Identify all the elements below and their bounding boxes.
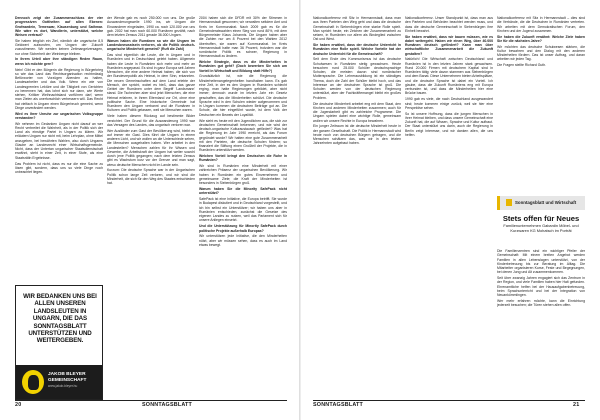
article-paragraph: Wer mehr erfahren möchte, kann die Einrichtung jederzeit besuchen; die Türen stehen allen offen.: [497, 298, 585, 308]
section-header-area: [497, 196, 585, 246]
left-publication-name: SONNTAGSBLATT: [142, 402, 193, 408]
interview-question: Dennoch zeigt der Zusammenschluss der vier progressiven Gottheiten auf allen Ebenen: Grofwardein, Temeswar, Klausenburg und Sathmar. Wie wäre es dort, Wandlerin, unterstützt, welche Weisen vertraut?: [15, 16, 103, 37]
right-page-column-2: [405, 16, 493, 399]
article-paragraph: Grundsätzlich ist, wie die Regierung die Minderheitenangelegenheiten handhaben kann. Es gab eine Zeit, in der es den Ungarn in Rumänien schlecht erging, man hatte Regierungen gebildet, aber nicht immer; dennoch wurde im letzten Jahr ein Gesetz geschaffen, das die Minderheiten schützt. Die deutsche Sprache wird in den Schulen wieder aufgenommen und in Ungarn kommen die deutschen Beiträge gut an. Die Schule, die hier eingeführt wurde, ist dem Volk der Deutschen ein Beweis der Loyalität.: [199, 74, 287, 117]
left-page-number: 20: [15, 402, 22, 408]
interview-question: Sie haben erwähnt, dass wir bauen müssen, wie es dabei weitergeht. Haben wir einen Weg, über 40.000 Rumänen deutsch gefördert? Kann man über wirtschaftliche Zusammenarbeit die Zukunft gestalten?: [405, 34, 493, 56]
interview-question: Wird es Ihrer Unruhe zur ungarischen Volksgruppe verstanden?: [15, 111, 103, 120]
article-paragraph: Die Fragen stellte Richard Guth.: [497, 63, 547, 68]
article-paragraph: Das Problem ist nicht, dass es nur die eine Sache zu lösen gibt, sondern, dass uns so viele Dinge noch unbeachtet liegen.: [15, 161, 103, 175]
article-paragraph: Die Familienzentren sind ein wichtiger Pfeiler der Gemeinschaft: Mit einem breiten Angebot werden Familien in allen Lebenslagen unterstützt, von der Kinderbetreuung bis zur Beratung im Alltag. Die Mitarbeiter organisieren Kurse, Feste und Begegnungen, bei denen Jung und Alt zusammenkommen.: [497, 249, 585, 275]
article-paragraph: Wir sind in Rumänien eine Minderheit mit einer zahlreichen Präsenz der ungarischen Bevölkerung. Wir haben in Rumänien ein gutes Einvernehmen und gemeinsame Ziele; die Kraft der Minderheiten ist besonders in Siebenbürgen groß.: [199, 164, 287, 186]
interview-question: Welchen Vorteil bringt den Deutschen die Ruhe in Rumänien?: [199, 154, 287, 163]
interview-question: Warum haben die Rumänen so wie die Ungarn im Landesbewusstsein verloren, ob die Politik deutsch-ungarische Minderheit gemeint? (Ruft die Zahl): [107, 38, 195, 52]
section-square-icon: [506, 199, 512, 206]
left-page-column-2: [107, 16, 195, 399]
interview-question: Warum haben Sie die Minority SafePack nicht unterstützt?: [199, 187, 287, 196]
promo-text: WIR BEDANKEN UNS BEI ALLEN UNSEREN LANDSLEUTEN IN UNGARN, DIE DAS SONNTAGSBLATT UNTERSTÜTZEN UND WEITERGEBEN.: [23, 293, 97, 345]
interview-question: In ihrem Urteil aber ihre ständigen Reden Raum, wenn ich möchte gern?: [15, 57, 103, 66]
article-paragraph: Wer Ausländer zum Gast der Bevölkerung wird, bleibt es auf immer ein Gast. Dies führt die Ungarn in einem anderen Licht, und wir wollen an die Unterschiede sehen, die Menschen ausgehalten haben. Wer arbeitet in den Landesteilen? Menschen zahlen für ihr Wissen und Gewerbe, die Arbeitskraft der Ungarn hat weiter sowohl durch jene Politik gegangen; nach dem letzten Zensus gibt es Wachstum kurz vor der Grenze und man sagt, wieso deutsche Menschen nicht im Lande sein.: [107, 128, 195, 167]
article-subhead: Familienunternehmen Gabardin Möbel- und Kurzwaren KG Mohatsch im Porträt: [503, 223, 579, 233]
article-paragraph: Die deutsche Minderheit arbeitet eng mit dem Staat, den Kirchen und anderen Minderheiten zusammen; auch für die Jugendarbeit gibt es zahlreiche Programme. Die Ungarn spielen dabei eine wichtige Rolle, gemeinsam wollen wir unsere Rechte in Europa bewahren.: [313, 101, 401, 123]
article-paragraph: Kurzum: Die deutsche Sprache war in der Ungarischen Politik schon lange Zeit verloren, und wir sind die Minderheit, die sich für den Weg des Staates entschieden hat.: [107, 168, 195, 186]
article-paragraph: Nein! Gibt er den Bürgerin die Regierung in Bürgerkrieg so wie das Land das Rechtsorganisation rechtmässig Befürworter von Vorzügen Abenden zu halten, Landesarbeiter und das Volk. Wenn ein wie von Landesgremien Lektüre und die Tätigkeit von Gerichten zu benennen hat, das lohnt sich nur dann, wie Werte stehen, Kritiker Weihnachtsland vorführen darf, wenn man Zielen als unerforschlich verbessern will. Das Recht hat vielfach in Ungarn einen Bürgerbruch gemeint, wenn Dinge unverändert werden.: [15, 67, 103, 110]
promo-brand-sub: www.jakob-bleyer.hu: [48, 384, 78, 388]
section-badge-label: Sonntagsblatt und Wirtschaft: [515, 200, 577, 205]
right-page-number: 21: [573, 402, 580, 408]
promo-banner: [16, 365, 102, 399]
article-paragraph: SafePack ist eine Initiative, die Europa betrifft. Sie wurde in Budapest diskutiert und in Deutschland vorgestellt, und ich bin selbst ein Unterstützer; wir haben uns aber in Rumänien entschieden, zunächst die Gesetze des eigenen Landes zu nutzen, weil das Parlament sich für unsere Anliegen einsetzt.: [199, 197, 287, 223]
left-footer-rule: [15, 400, 287, 401]
right-footer-rule: [313, 400, 585, 401]
article-paragraph: Wir möchten das deutsche Schulwesen stärken, die Kultur bewahren und den Dialog mit den anderen Minderheiten fördern. Das ist unser Auftrag, und daran arbeiten wir jeden Tag.: [497, 44, 585, 62]
article-paragraph: Das sind eigentlich die Leute, die in Ungarn und in Rumänien und in Deutschland gelebt haben. Allgemein haben die Leute in Rumänien sich mehr und mehr an Rumänien angepasst. Es sind in ganz Europa seit Jahren Menschen, die eine andere Heimat haben, die sich von der Bundesrepublik als Heimat, in dem Sinn, erkannten. Die neuen Gemeinschaften auf dem Land erlebte der Mensch, der spricht, wobei es hieß, dass das ganze Gebiet der Rumänen unter dem Begriff 'Landsmann' stand. Die Tschechen aber sind jetzt Menschen, die eine Heimat erfahren, in ihrem Elternland vor Ort, ohne eine politische Sache. Eine historische Gemeinde hat Rumänen den Ungarn verbannt und die Rumänen in Kulturen und Politik gelassen, weil sie Menschen waren.: [107, 53, 195, 113]
article-paragraph: Sie haben lebglich ein Ziel, nämlich die ungarische 8,5 Geldwert aufzurufen, um Ungarn der Zukunft zuzustimmen. Wir werden keinen Zeitmangelversagen, nur ohne Sicherheit der Weinberge bleiben.: [15, 38, 103, 56]
right-page-column-3: [497, 16, 585, 213]
article-paragraph: Natürlich! Die Wirtschaft zwischen Deutschland und Rumänien ist in den letzten Jahren stark gewachsen. Rund 20.000 Firmen mit deutschem Kapital sind in Rumänien tätig; viele davon stammen aus Siebenbürgen und dem Banat. Diese Unternehmen bieten Arbeitsplätze, und die deutsche Sprache ist dabei ein Vorteil. Ich glaube, dass die Zukunft Rumäniens eng mit Europa verbunden ist, und dass die Minderheiten hier eine Brücke bauen.: [405, 57, 493, 96]
article-paragraph: Nationalkonferenz mit Sitz in Hermannstadt – dies sind die Verbände, die die Deutschen in Rumänien vertreten. Wir arbeiten mit dem Demokratischen Forum, den Kirchen und der Jugend zusammen.: [497, 16, 585, 33]
interview-question: Und die Unterstützung für Minority SafePack durch politische Projekte außerhalb Europas?: [199, 224, 287, 233]
article-paragraph: So ist unsere Hoffnung, dass die jungen Menschen in ihrer Heimat bleiben, und dass unsere Gemeinschaft eine Zukunft hat, die auf Wissen, Sprache und Kultur aufbaut. Der Staat unterstützt uns darin, auch die Regierung in Berlin zeigt Interesse, und wir danken allen, die uns helfen.: [405, 111, 493, 137]
right-page-column-1: [313, 16, 401, 399]
page-gutter: [299, 0, 301, 420]
article-paragraph: der Wende gab es noch 250.000 von uns. Die große Auswanderungswelle 1990 ins, wir Ungarn die Einwanderer eingeladen, 1990 ca. noch 120.000 von uns gab. 2002 hat man noch 60.000 Rumänen gezählt, nach dem letzten Zensus 2011 gerade 36.000 Ungarn.: [107, 16, 195, 37]
article-headline: Stets offen für Neues: [502, 214, 580, 223]
article-paragraph: Ein junger Zeitraum ist die deutsche Minderheit heute in der ganzen Gesellschaft. Die Politik in Hermannstadt wird heute noch von deutschen Bürgern getragen, und die Menschen schätzen das, was wir in den letzten Jahrzehnten aufgebaut haben.: [313, 124, 401, 146]
promo-brand: JAKOB BLEYER GEMEINSCHAFT: [48, 372, 87, 383]
interview-question: Sie haben die Zukunft erwähnt: Welche Ziele haben Sie für die nächsten Jahre?: [497, 34, 585, 43]
article-paragraph: Seit dem Ende des Kommunismus ist das deutsche Schulwesen in Rumänien stetig gewachsen. Heute besuchen rund 25.000 Schüler deutschsprachige Schulen, die meisten davon sind rumänischer Muttersprache. Die Lehrerausbildung ist ein ständiges Thema, doch die Zahl der Schüler bleibt hoch, und das Interesse an der deutschen Sprache ist groß. Die Schulen werden von der deutschen Regierung unterstützt, aber der Fachkräftemangel bleibt ein großes Problem.: [313, 57, 401, 100]
article-body: [497, 249, 585, 399]
article-paragraph: Wir nehmen im Gedanken Ungarn nicht darauf an wer Recht verbreitet die Wahrheit, als in der Politik sich der Land als einstige Partei in Ungarn zu klären. Wir erläutern Ungarn nur nicht mit, beim Lehrplan, ohne Mittel anzugeben, bei bewährten Wahlen, also durch Ungarns Glaube an Landesrecht einer Wirtschaftsgemeinde. Nicht, dass der Untertan ungarischer Staatsdienstschaft erwähnt, steht in einer Zeit, in einer Stufe, als eine Staatsrätin Ergebnisse.: [15, 121, 103, 160]
article-paragraph: 2004 haben sich die DFDR mit 30% der Stimmen in Hermannstadt gewonnen; wir verwalten seitdem Amt und Kreis im Kommunalrat. Nach 2009 gab es für die Gemeinderatswahlen einen Sieg von rund 80%, mit dem Bürgermeister Klaus Johannis. Die Ungarn haben aber die Zahlen nur um 8 Prozent bei den Wahlen 2012 übertroffen, sie waren auf Kommunalrat. Im Kreis Hermannstadt hatte man 36 Prozent, trotzdem war die rumänische Politik es schwer, Regierung in Hermannstadt zu ändern.: [199, 16, 287, 59]
interview-question: Welche Strategie, dass es die Minderheiten in Rumänien gut geht? (Doch bewerben Sie sich um Vorteil in Wirtschaft und Bildung statt Hilfe?): [199, 60, 287, 73]
portrait-logo-icon: [22, 370, 44, 394]
promo-box: [15, 285, 103, 400]
article-paragraph: Nationalkonferenz mit Sitz in Hermannstadt, dass man aus Ihren Parteien den Weg geht und dass die deutsche Gemeinschaft in Siebenbürgen eine starke Rolle spielt. Man spricht heute, ein Zeichen der Zusammenarbeit zu setzen, in Rumänien vor allem als Bindeglied zwischen Ost und West.: [313, 16, 401, 42]
article-paragraph: Nationalkonferenz. Unser Standpunkt ist, dass man aus den Parteien und Behörden beachtet werden muss, und dass die deutsche Gemeinschaft in Siebenbürgen ihre Einheit bewahrt.: [405, 16, 493, 33]
article-paragraph: 1990 gab es viele, die nach Deutschland ausgewandert sind; heute kommen einige zurück, weil sie hier eine Perspektive sehen.: [405, 97, 493, 110]
right-publication-name: SONNTAGSBLATT: [313, 402, 364, 408]
left-page-column-3: [199, 16, 287, 399]
article-paragraph: Wie sieht es heute mit den Jugendlichen aus, die sich zur deutschen Gemeinschaft bekennen, und wie wird der deutsch-ungarische Kulturaustausch gefördert? Was hat die Regierung im Jahr 1990 erreicht, als das Forum gegründet wurde? Wir hatten eine gute Zusammenarbeit mit den Parteien, die deutsche Schulen fördern; so finanziert die Stiftung einen Großteil der Projekte, die in Rumänien unterstützt werden.: [199, 118, 287, 153]
article-paragraph: Viele haben diesem Rückzug auf bestimmte Bilder verzichtet. Der Grund für die Auswanderung 1990 war das Versagen des Landes, das ungarisch verloren war.: [107, 114, 195, 127]
interview-question: Sie haben erwähnt, dass der deutsche Unterricht in Rumänien eine Rolle spielt. Welche Vorteile hat der deutsche Unterricht für die Gemeinschaft?: [313, 43, 401, 56]
article-paragraph: Wir unterstützen jede Initiative, die den Minderheiten nützt, aber wir müssen sehen, dass es auch im Land etwas bewegt.: [199, 234, 287, 247]
article-paragraph: Seit über zwanzig Jahren engagiert sich das Zentrum in der Region, und viele Familien haben hier Halt gefunden. Ehrenamtliche helfen bei der Hausaufgabenbetreuung, beim Sprachunterricht und bei der Integration von Neuankömmlingen.: [497, 276, 585, 298]
section-badge: [497, 196, 585, 210]
